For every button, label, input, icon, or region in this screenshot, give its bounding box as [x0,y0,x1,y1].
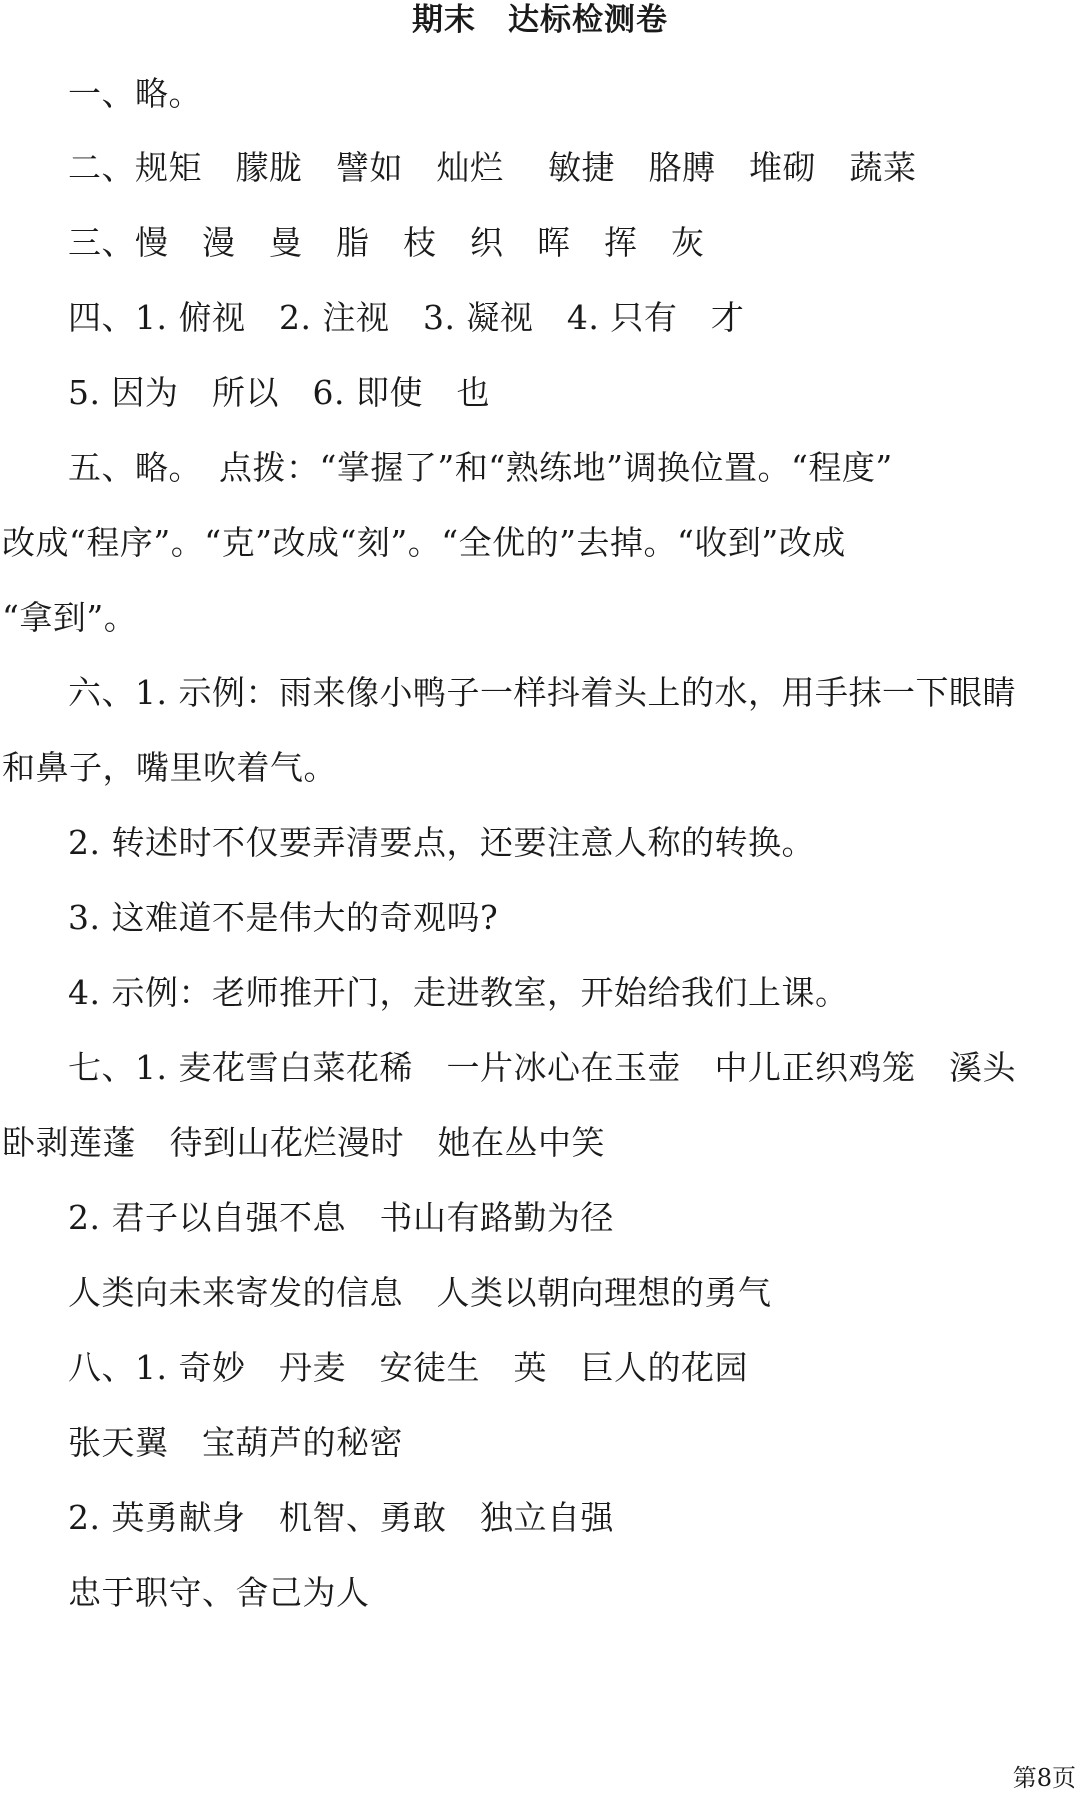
answer-section-4 [68,296,744,340]
section-6-heading: 六、 [68,673,135,712]
answer-section-8 [68,1346,748,1390]
section-8-line-2: 张天翼 宝葫芦的秘密 [68,1423,403,1462]
section-7-line-2: 卧剥莲蓬 待到山花烂漫时 她在丛中笑 [2,1123,605,1162]
section-6-line-4: 3. 这难道不是伟大的奇观吗? [68,898,499,937]
section-1-heading: 一、 [68,74,135,113]
section-1-text: 略。 [135,74,202,113]
section-7-line-3: 2. 君子以自强不息 书山有路勤为径 [68,1198,614,1237]
section-6-line-1: 1. 示例：雨来像小鸭子一样抖着头上的水，用手抹一下眼睛 [135,673,1016,712]
section-5-heading: 五、 [68,448,135,487]
section-8-line-4: 忠于职守、舍己为人 [68,1573,370,1612]
answer-section-5 [68,446,893,490]
answer-section-1 [68,72,202,116]
answer-section-6 [68,671,1016,715]
section-4-line-1: 1. 俯视 2. 注视 3. 凝视 4. 只有 才 [135,298,745,337]
section-2-heading: 二、 [68,148,135,187]
section-5-line-3: “拿到”。 [2,598,138,637]
section-3-text: 慢 漫 曼 脂 枝 织 晖 挥 灰 [135,223,705,262]
section-6-line-5: 4. 示例：老师推开门，走进教室，开始给我们上课。 [68,973,849,1012]
section-8-line-1: 1. 奇妙 丹麦 安徒生 英 巨人的花园 [135,1348,748,1387]
section-7-line-1: 1. 麦花雪白菜花稀 一片冰心在玉壶 中儿正织鸡笼 溪头 [135,1048,1016,1087]
section-6-line-2: 和鼻子，嘴里吹着气。 [2,748,337,787]
section-6-line-3: 2. 转述时不仅要弄清要点，还要注意人称的转换。 [68,823,815,862]
answer-section-3 [68,221,705,265]
section-2-text: 规矩 朦胧 譬如 灿烂 敏捷 胳膊 堆砌 蔬菜 [135,148,917,187]
answer-section-7 [68,1046,1016,1090]
answer-section-2 [68,146,917,190]
section-5-line-2: 改成“程序”。“克”改成“刻”。“全优的”去掉。“收到”改成 [2,523,846,562]
section-8-heading: 八、 [68,1348,135,1387]
section-4-heading: 四、 [68,298,135,337]
section-7-line-4: 人类向未来寄发的信息 人类以朝向理想的勇气 [68,1273,772,1312]
page-title: 期末 达标检测卷 [412,2,668,38]
page-number: 第8页 [1012,1764,1076,1792]
section-5-line-1: 略。 点拨：“掌握了”和“熟练地”调换位置。“程度” [135,448,893,487]
section-8-line-3: 2. 英勇献身 机智、勇敢 独立自强 [68,1498,614,1537]
section-4-line-2: 5. 因为 所以 6. 即使 也 [68,373,490,412]
section-7-heading: 七、 [68,1048,135,1087]
section-3-heading: 三、 [68,223,135,262]
